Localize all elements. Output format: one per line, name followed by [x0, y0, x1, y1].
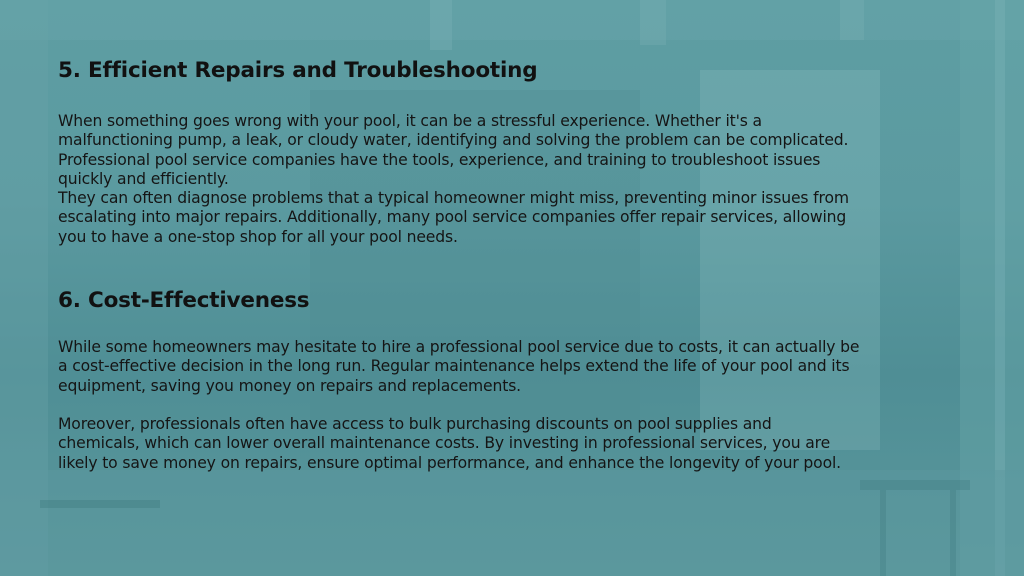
paragraph-line: likely to save money on repairs, ensure optimal performance, and enhance the longevity of your pool. [58, 453, 841, 472]
section-heading-cost-effectiveness: 6. Cost-Effectiveness [58, 288, 310, 313]
paragraph-line: chemicals, which can lower overall maintenance costs. By investing in professional services, you are [58, 434, 831, 453]
paragraph-line: While some homeowners may hesitate to hire a professional pool service due to costs, it can actually be [58, 338, 860, 356]
paragraph-line: Moreover, professionals often have access to bulk purchasing discounts on pool supplies and [58, 415, 772, 433]
paragraph-line: Professional pool service companies have the tools, experience, and training to troubleshoot issues [58, 150, 821, 169]
paragraph-line: malfunctioning pump, a leak, or cloudy water, identifying and solving the problem can be complicated. [58, 131, 849, 150]
section-paragraph-efficient-repairs [58, 112, 958, 247]
section-paragraph-cost-effectiveness-2 [58, 415, 958, 473]
section-heading-efficient-repairs: 5. Efficient Repairs and Troubleshooting [58, 58, 538, 83]
paragraph-line: quickly and efficiently. [58, 169, 229, 188]
paragraph-line: a cost-effective decision in the long run. Regular maintenance helps extend the life of your pool and its [58, 357, 850, 376]
section-paragraph-cost-effectiveness-1 [58, 338, 958, 396]
paragraph-line: When something goes wrong with your pool, it can be a stressful experience. Whether it's a [58, 112, 762, 130]
paragraph-line: equipment, saving you money on repairs and replacements. [58, 376, 521, 395]
paragraph-line: you to have a one-stop shop for all your pool needs. [58, 227, 458, 246]
paragraph-line: escalating into major repairs. Additionally, many pool service companies offer repair services, allowing [58, 208, 847, 227]
paragraph-line: They can often diagnose problems that a typical homeowner might miss, preventing minor issues from [58, 189, 849, 208]
